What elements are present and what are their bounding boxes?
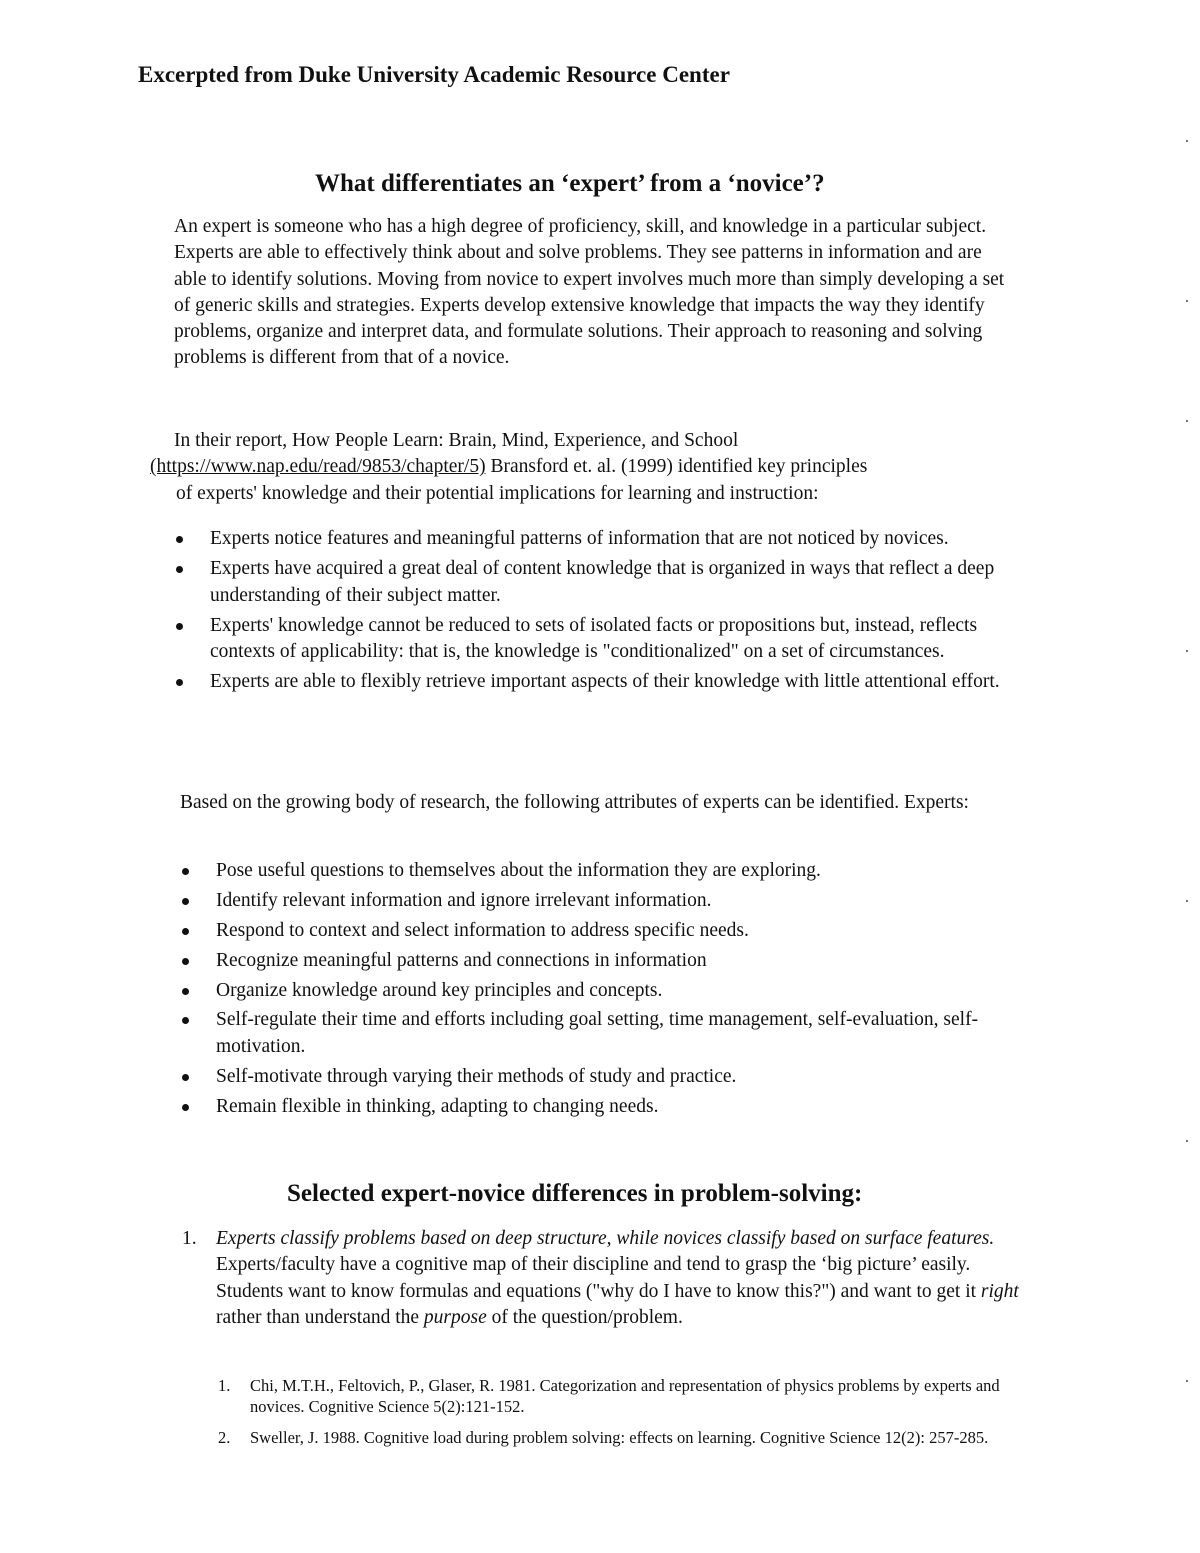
list-item: Experts are able to flexibly retrieve important aspects of their knowledge with little attentional effort. [172, 669, 1022, 695]
scan-speck [1186, 1140, 1188, 1142]
attributes-list [178, 858, 1008, 1123]
list-item: Self-regulate their time and efforts including goal setting, time management, self-evaluation, self-motivation. [178, 1007, 1008, 1060]
list-item: Recognize meaningful patterns and connections in information [178, 948, 1008, 974]
list-item: Identify relevant information and ignore irrelevant information. [178, 888, 1008, 914]
intro-paragraph [174, 214, 1014, 372]
item-number: 1. [182, 1228, 197, 1249]
italic-lead: Experts classify problems based on deep structure, while novices classify based on surface features. [216, 1228, 995, 1249]
scan-speck [1186, 650, 1188, 652]
report-paragraph [150, 428, 1030, 507]
reference-text: Chi, M.T.H., Feltovich, P., Glaser, R. 1981. Categorization and representation of physics problems by experts and novices. Cognitive Science 5(2):121-152. [250, 1376, 1000, 1416]
list-item: Self-motivate through varying their methods of study and practice. [178, 1064, 1008, 1090]
section-title-expert-novice: What differentiates an ‘expert’ from a ‘novice’? [315, 170, 825, 197]
scan-speck [1186, 420, 1188, 422]
numbered-item [182, 1226, 1022, 1331]
list-item: Experts have acquired a great deal of content knowledge that is organized in ways that reflect a deep understanding of their subject matter. [172, 556, 1022, 609]
principles-list [172, 526, 1022, 700]
list-item: Remain flexible in thinking, adapting to changing needs. [178, 1094, 1008, 1120]
list-item: Experts' knowledge cannot be reduced to sets of isolated facts or propositions but, instead, reflects contexts of applicability: that is, the knowledge is "conditionalized" on a set of circumstances. [172, 613, 1022, 666]
item-text: rather than understand the [216, 1306, 424, 1328]
reference-item [218, 1427, 1028, 1448]
item-text: Experts/faculty have a cognitive map of their discipline and tend to grasp the ‘big picture’ easily. Students want to know formulas and equations ("why do I have to know this?") and want to get it [216, 1254, 981, 1302]
report-link[interactable]: (https://www.nap.edu/read/9853/chapter/5) [150, 456, 486, 478]
item-text: of the question/problem. [486, 1306, 683, 1328]
section-title-problem-solving: Selected expert-novice differences in problem-solving: [287, 1180, 863, 1207]
list-item: Experts notice features and meaningful patterns of information that are not noticed by novices. [172, 526, 1022, 552]
reference-number: 1. [218, 1376, 231, 1395]
scan-speck [1186, 300, 1188, 302]
report-line-2 [150, 454, 1030, 480]
numbered-list [182, 1226, 1022, 1331]
reference-item [218, 1375, 1028, 1417]
report-line-2-text: Bransford et. al. (1999) identified key principles [485, 456, 868, 478]
reference-number: 2. [218, 1428, 231, 1447]
report-line-1: In their report, How People Learn: Brain, Mind, Experience, and School [174, 430, 739, 451]
italic-word: right [980, 1280, 1019, 1302]
page-header: Excerpted from Duke University Academic Resource Center [138, 62, 730, 87]
list-item: Respond to context and select information to address specific needs. [178, 918, 1008, 944]
references-list [218, 1375, 1028, 1458]
report-line-3: of experts' knowledge and their potential implications for learning and instruction: [176, 482, 819, 504]
intro-text: An expert is someone who has a high degree of proficiency, skill, and knowledge in a particular subject. Experts are able to effectively think about and solve problems. They see patterns in information and are able to identify solutions. Moving from novice to expert involves much more than simply developing a set of generic skills and strategies. Experts develop extensive knowledge that impacts the way they identify problems, organize and interpret data, and formulate solutions. Their approach to reasoning and solving problems is different from that of a novice. [174, 216, 1005, 369]
italic-word: purpose [423, 1306, 487, 1328]
scan-speck [1186, 140, 1188, 142]
list-item: Pose useful questions to themselves about the information they are exploring. [178, 858, 1008, 884]
attributes-intro: Based on the growing body of research, the following attributes of experts can be identified. Experts: [180, 792, 969, 813]
list-item: Organize knowledge around key principles and concepts. [178, 978, 1008, 1004]
scan-speck [1186, 1380, 1188, 1382]
scan-speck [1186, 900, 1188, 902]
reference-text: Sweller, J. 1988. Cognitive load during problem solving: effects on learning. Cognitive Science 12(2): 257-285. [250, 1428, 989, 1447]
